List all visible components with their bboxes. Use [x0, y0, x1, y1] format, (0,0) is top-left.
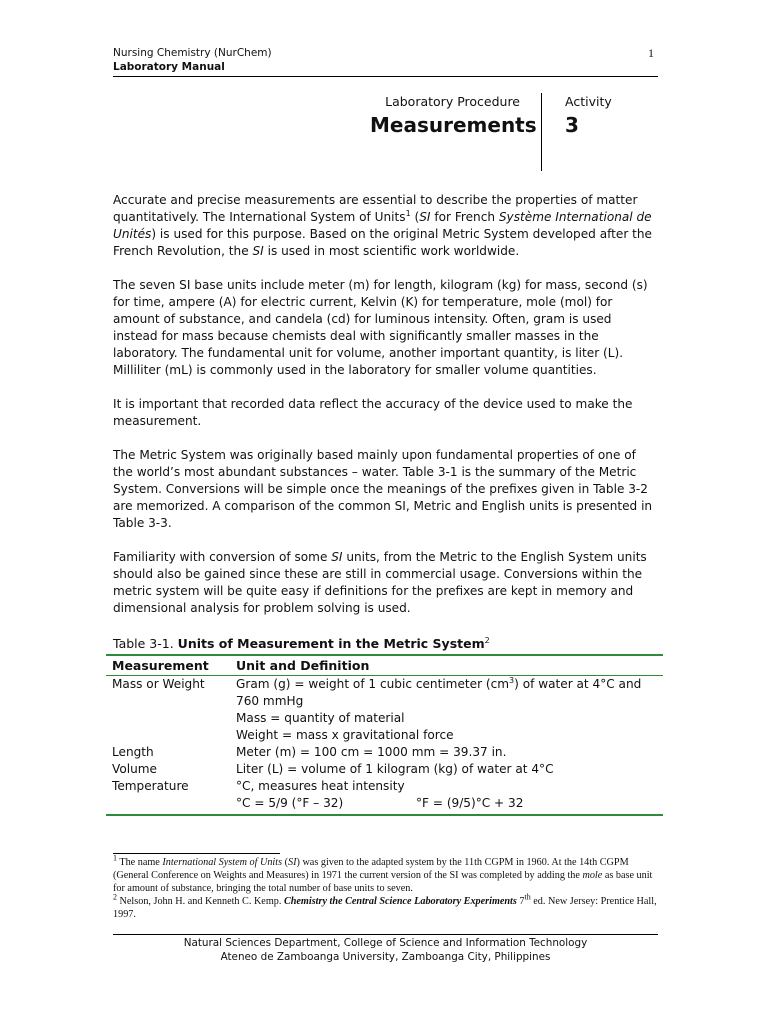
footnote-1-mark: 1 — [113, 853, 117, 863]
table-caption — [113, 636, 490, 651]
footnote-ref-1: 1 — [405, 208, 411, 218]
p1-text-d: ) is used for this purpose. Based on the original Metric System developed after the French Revolution, the — [113, 227, 652, 258]
fn1-text-b: ( — [282, 857, 289, 868]
fn2-text-c: ed. New Jersey: Prentice Hall, 1997. — [113, 896, 657, 920]
running-header — [113, 46, 272, 74]
fn2-text-b: 7 — [516, 896, 525, 907]
col-header-unit: Unit and Definition — [230, 655, 663, 676]
units-table — [106, 654, 663, 816]
footnotes — [113, 853, 658, 921]
mass-def-gram — [236, 676, 657, 710]
fn1-text-a: The name — [117, 857, 163, 868]
title-divider — [541, 93, 542, 171]
footnote-2 — [113, 892, 658, 921]
procedure-block — [370, 94, 537, 137]
fn1-italic-1: International System of Units — [162, 857, 283, 868]
table-caption-title: Units of Measurement in the Metric System — [177, 636, 485, 651]
footnote-rule — [113, 853, 280, 854]
temp-formula-c: °C = 5/9 (°F – 32) — [236, 796, 344, 810]
paragraph-5 — [113, 549, 653, 617]
fn2-ordinal: th — [524, 892, 531, 902]
p5-text-b: units, from the Metric to the English System units should also be gained since these are still in commercial usage. Conversions within the metric system will be quite easy if definitions for the prefixes are kept in memory and dimensional analysis for problem solving is used. — [113, 550, 647, 615]
paragraph-4: The Metric System was originally based mainly upon fundamental properties of one of the world’s most abundant substances – water. Table 3-1 is the summary of the Metric System. Conversions will be simple once the meanings of the prefixes given in Table 3-2 are memorized. A comparison of the common SI, Metric and English units is presented in Table 3-3. — [113, 448, 653, 530]
p1-text-e: is used in most scientific work worldwide. — [263, 244, 520, 258]
fn1-italic-2: SI — [288, 857, 297, 868]
p5-text-a: Familiarity with conversion of some — [113, 550, 332, 564]
mass-def-weight: Weight = mass x gravitational force — [236, 728, 454, 742]
page-footer — [113, 936, 658, 964]
temp-def-intensity: °C, measures heat intensity — [236, 779, 405, 793]
row-label-length: Length — [112, 745, 154, 759]
fn1-text-d: as base unit for amount of substance, bringing the total number of base units to seven. — [113, 870, 653, 894]
row-def-temperature — [230, 778, 663, 815]
header-rule — [113, 76, 658, 77]
temp-def-formulas — [236, 795, 657, 812]
procedure-title: Measurements — [370, 113, 537, 137]
fn1-italic-3: mole — [582, 870, 603, 881]
page-number: 1 — [648, 46, 654, 60]
row-label-temperature: Temperature — [106, 778, 230, 815]
p1-si-2: SI — [252, 244, 264, 258]
footnote-1 — [113, 853, 658, 895]
paragraph-1 — [113, 192, 653, 260]
activity-block — [565, 94, 612, 137]
mass-def-gram-a: Gram (g) = weight of 1 cubic centimeter (cm — [236, 677, 510, 691]
footnote-2-mark: 2 — [113, 892, 117, 902]
fn2-text-a: Nelson, John H. and Kenneth C. Kemp. — [117, 896, 284, 907]
course-title: Nursing Chemistry (NurChem) — [113, 47, 272, 59]
cm3-sup: 3 — [509, 675, 515, 685]
fn2-book-title: Chemistry the Central Science Laboratory Experiments — [283, 896, 517, 907]
col-header-measurement: Measurement — [106, 655, 230, 676]
fn1-text-c: ) was given to the adapted system by the 11th CGPM in 1960. At the 14th CGPM (General Conference on Weights and Measures) in 1971 the current version of the SI was completed by adding the — [113, 857, 629, 881]
row-def-mass — [230, 676, 663, 745]
footer-line-2: Ateneo de Zamboanga University, Zamboanga City, Philippines — [220, 951, 551, 963]
table-row — [106, 761, 663, 778]
mass-def-mass: Mass = quantity of material — [236, 711, 405, 725]
footer-line-1: Natural Sciences Department, College of Science and Information Technology — [183, 937, 588, 949]
table-row — [106, 676, 663, 745]
p1-french-name: Système International de Unités — [113, 210, 652, 241]
p1-text-a: Accurate and precise measurements are essential to describe the properties of matter quantitatively. The International System of Units — [113, 193, 638, 224]
activity-label: Activity — [565, 94, 612, 109]
table-row — [106, 778, 663, 815]
p5-si: SI — [331, 550, 343, 564]
procedure-label: Laboratory Procedure — [385, 94, 520, 109]
paragraph-2: The seven SI base units include meter (m) for length, kilogram (kg) for mass, second (s) for time, ampere (A) for electric current, Kelvin (K) for temperature, mole (mol) for amount of substance, and candela (cd) for luminous intensity. Often, gram is used instead for mass because chemists deal with significantly smaller masses in the laboratory. The fundamental unit for volume, another important quantity, is liter (L). Milliliter (mL) is commonly used in the laboratory for smaller volume quantities. — [113, 278, 648, 377]
row-def-length: Meter (m) = 100 cm = 1000 mm = 39.37 in. — [236, 745, 507, 759]
footer-rule — [113, 934, 658, 935]
temp-formula-f: °F = (9/5)°C + 32 — [416, 796, 524, 810]
table-header-row — [106, 655, 663, 676]
p1-text-c: for French — [430, 210, 499, 224]
p1-text-b: ( — [410, 210, 420, 224]
row-label-mass: Mass or Weight — [112, 677, 205, 691]
manual-title: Laboratory Manual — [113, 61, 225, 73]
table-caption-prefix: Table 3-1. — [113, 636, 178, 651]
mass-def-gram-b: ) of water at 4°C and 760 mmHg — [236, 677, 642, 708]
activity-number: 3 — [565, 113, 579, 137]
table-row — [106, 744, 663, 761]
row-label-volume: Volume — [112, 762, 157, 776]
row-def-volume: Liter (L) = volume of 1 kilogram (kg) of water at 4°C — [236, 762, 554, 776]
footnote-ref-2: 2 — [484, 635, 490, 645]
body-text — [113, 192, 653, 617]
p1-si: SI — [419, 210, 431, 224]
paragraph-3: It is important that recorded data reflect the accuracy of the device used to make the measurement. — [113, 397, 633, 428]
